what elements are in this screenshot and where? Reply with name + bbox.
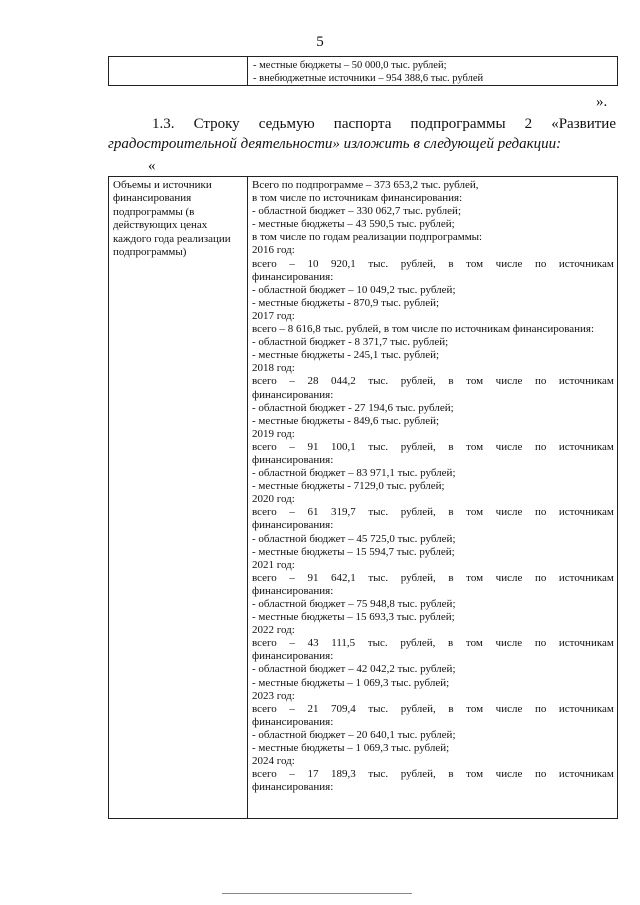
word: в — [448, 637, 454, 650]
year-heading: 2018 год: — [252, 362, 295, 375]
paragraph-word: Строку — [193, 116, 240, 132]
word: по — [534, 506, 547, 519]
word: 21 — [307, 702, 319, 715]
year-total-continuation: финансирования: — [252, 270, 334, 283]
summary-line: в том числе по годам реализации подпрограммы: — [252, 231, 483, 244]
word: по — [534, 768, 547, 781]
word: – — [289, 637, 295, 650]
word: в — [448, 702, 454, 715]
table-column-divider — [247, 57, 248, 85]
word: в — [448, 768, 454, 781]
local-budget-line: - местные бюджеты – 15 693,3 тыс. рублей; — [252, 611, 455, 624]
word: 61 — [307, 506, 319, 519]
year-total-line — [252, 258, 614, 271]
word: числе — [495, 506, 523, 519]
word: числе — [495, 257, 523, 270]
word: тыс. — [368, 375, 389, 388]
word: – — [289, 506, 295, 519]
word: 10 — [307, 257, 319, 270]
year-total-line — [252, 506, 614, 519]
word: числе — [495, 702, 523, 715]
year-total-continuation: финансирования: — [252, 650, 334, 663]
funding-details — [252, 179, 614, 794]
year-total-continuation: финансирования: — [252, 388, 334, 401]
word: рублей, — [400, 375, 436, 388]
funding-table — [108, 176, 618, 819]
word: том — [466, 768, 484, 781]
year-heading: 2023 год: — [252, 689, 295, 702]
local-budget-line: - местные бюджеты - 7129,0 тыс. рублей; — [252, 480, 445, 493]
word: числе — [495, 768, 523, 781]
word: по — [534, 637, 547, 650]
year-total-line — [252, 572, 614, 585]
word: 28 — [307, 375, 319, 388]
word: источникам — [558, 702, 614, 715]
word: рублей, — [400, 257, 436, 270]
word: источникам — [558, 637, 614, 650]
word: рублей, — [400, 571, 436, 584]
year-total-line — [252, 703, 614, 716]
year-total-continuation: финансирования: — [252, 453, 334, 466]
word: рублей, — [400, 637, 436, 650]
word: том — [466, 702, 484, 715]
word: том — [466, 440, 484, 453]
year-heading: 2017 год: — [252, 309, 295, 322]
word: всего — [252, 440, 277, 453]
year-total-continuation: финансирования: — [252, 781, 334, 794]
local-budget-line: - местные бюджеты - 849,6 тыс. рублей; — [252, 414, 440, 427]
word: числе — [495, 375, 523, 388]
word: том — [466, 257, 484, 270]
word: том — [465, 637, 483, 650]
word: по — [534, 257, 547, 270]
word: в — [448, 506, 454, 519]
word: рублей, — [400, 768, 436, 781]
year-total-line — [252, 375, 614, 388]
local-budget-line: - местные бюджеты - 245,1 тыс. рублей; — [252, 349, 440, 362]
word: всего — [252, 257, 277, 270]
summary-line: - местные бюджеты – 43 590,5 тыс. рублей; — [252, 218, 455, 231]
year-total-continuation: финансирования: — [252, 715, 334, 728]
word: в — [448, 257, 454, 270]
word: числе — [495, 637, 523, 650]
word: 17 — [307, 768, 319, 781]
word: в — [448, 440, 454, 453]
paragraph-word: «Развитие — [551, 116, 616, 132]
year-heading: 2016 год: — [252, 244, 295, 257]
word: всего — [252, 375, 277, 388]
year-total-line — [252, 637, 614, 650]
year-heading: 2019 год: — [252, 427, 295, 440]
summary-line: в том числе по источникам финансирования: — [252, 192, 463, 205]
summary-line: - областной бюджет – 330 062,7 тыс. рублей; — [252, 205, 461, 218]
table-cell-right — [253, 59, 483, 85]
year-heading: 2021 год: — [252, 558, 295, 571]
word: 100,1 — [331, 440, 356, 453]
word: всего — [252, 506, 277, 519]
year-total-continuation: финансирования: — [252, 519, 334, 532]
word: источникам — [558, 571, 614, 584]
word: источникам — [558, 375, 614, 388]
table-row-header: Объемы и источники финансирования подпрограммы (в действующих ценах каждого года реализации подпрограммы) — [113, 179, 231, 259]
paragraph-word: 2 — [524, 116, 533, 132]
word: 91 — [307, 440, 319, 453]
word: источникам — [558, 257, 614, 270]
year-heading: 2024 год: — [252, 755, 295, 768]
year-total-line — [252, 768, 614, 781]
continued-table-fragment — [108, 56, 618, 86]
paragraph-word: 1.3. — [152, 116, 175, 132]
regional-budget-line: - областной бюджет – 83 971,1 тыс. рублей; — [252, 467, 456, 480]
word: в — [448, 571, 454, 584]
opening-quote: « — [148, 158, 156, 174]
word: источникам — [558, 440, 614, 453]
word: 189,3 — [331, 768, 356, 781]
closing-quote: ». — [596, 94, 608, 110]
word: 709,4 — [331, 702, 356, 715]
word: тыс. — [368, 702, 389, 715]
table-line: - внебюджетные источники – 954 388,6 тыс. рублей — [253, 73, 484, 84]
word: тыс. — [368, 257, 389, 270]
local-budget-line: - местные бюджеты – 1 069,3 тыс. рублей; — [252, 676, 450, 689]
word: 920,1 — [331, 257, 356, 270]
word: 044,2 — [331, 375, 356, 388]
table-line: - местные бюджеты – 50 000,0 тыс. рублей; — [253, 60, 447, 71]
word: источникам — [558, 768, 614, 781]
word: 111,5 — [331, 637, 356, 650]
local-budget-line: - местные бюджеты – 15 594,7 тыс. рублей; — [252, 545, 455, 558]
year-heading: 2020 год: — [252, 493, 295, 506]
word: по — [534, 375, 547, 388]
word: всего — [252, 637, 277, 650]
word: всего — [252, 702, 277, 715]
word: 642,1 — [331, 571, 356, 584]
word: – — [289, 702, 295, 715]
paragraph-line-2: градостроительной деятельности» изложить в следующей редакции: — [108, 136, 562, 152]
summary-line: Всего по подпрограмме – 373 653,2 тыс. рублей, — [252, 179, 479, 191]
word: всего — [252, 571, 277, 584]
regional-budget-line: - областной бюджет – 75 948,8 тыс. рублей; — [252, 598, 456, 610]
regional-budget-line: - областной бюджет – 20 640,1 тыс. рублей; — [252, 728, 456, 741]
year-heading: 2022 год: — [252, 624, 295, 637]
paragraph-line-1 — [108, 116, 616, 133]
table-column-divider — [247, 177, 248, 818]
local-budget-line: - местные бюджеты - 870,9 тыс. рублей; — [252, 296, 440, 309]
word: том — [466, 506, 484, 519]
regional-budget-line: - областной бюджет - 8 371,7 тыс. рублей; — [252, 336, 449, 349]
word: 319,7 — [331, 506, 356, 519]
word: – — [289, 257, 295, 270]
word: по — [534, 702, 547, 715]
word: том — [466, 375, 484, 388]
regional-budget-line: - областной бюджет – 45 725,0 тыс. рублей; — [252, 532, 456, 545]
word: тыс. — [368, 571, 389, 584]
word: по — [534, 571, 547, 584]
word: рублей, — [400, 506, 436, 519]
footer-rule — [222, 893, 412, 894]
word: 43 — [307, 637, 319, 650]
regional-budget-line: - областной бюджет - 27 194,6 тыс. рублей; — [252, 401, 454, 414]
word: источникам — [558, 506, 614, 519]
word: в — [448, 375, 454, 388]
word: рублей, — [400, 702, 436, 715]
paragraph-word: паспорта — [333, 116, 392, 132]
word: рублей, — [400, 440, 436, 453]
word: тыс. — [368, 440, 389, 453]
word: том — [466, 571, 484, 584]
word: – — [289, 571, 295, 584]
word: тыс. — [368, 506, 389, 519]
word: числе — [495, 571, 523, 584]
regional-budget-line: - областной бюджет – 42 042,2 тыс. рублей; — [252, 663, 456, 676]
local-budget-line: - местные бюджеты – 1 069,3 тыс. рублей; — [252, 742, 450, 755]
page-number: 5 — [316, 34, 324, 50]
regional-budget-line: - областной бюджет – 10 049,2 тыс. рублей; — [252, 283, 456, 296]
word: всего — [252, 768, 277, 781]
word: тыс. — [367, 637, 388, 650]
word: 91 — [307, 571, 319, 584]
year-total-continuation: финансирования: — [252, 584, 334, 597]
word: – — [289, 375, 295, 388]
word: – — [289, 768, 295, 781]
year-total-line — [252, 441, 614, 454]
year-total-line: всего – 8 616,8 тыс. рублей, в том числе по источникам финансирования: — [252, 323, 595, 336]
paragraph-word: седьмую — [258, 116, 315, 132]
paragraph-word: подпрограммы — [410, 116, 506, 132]
word: по — [534, 440, 547, 453]
word: числе — [495, 440, 523, 453]
word: тыс. — [368, 768, 389, 781]
word: – — [289, 440, 295, 453]
